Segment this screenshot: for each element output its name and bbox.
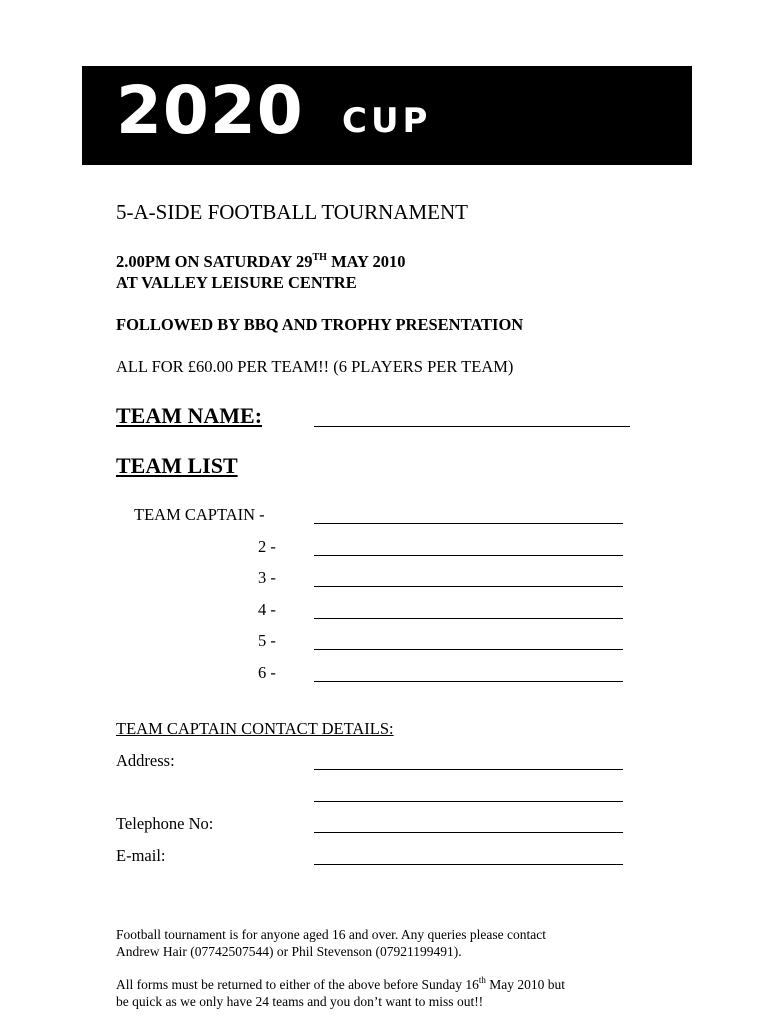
player-2-field[interactable] [314,555,623,556]
player-3-label: 3 - [258,568,276,587]
player-4-field[interactable] [314,618,623,619]
footer-para-2-sup: th [478,975,486,985]
player-3-field[interactable] [314,586,623,587]
team-list-label: TEAM LIST [116,453,238,478]
email-label: E-mail: [116,846,166,865]
captain-field[interactable] [314,523,623,524]
footer-para-1 [116,926,636,960]
event-time-suffix: MAY 2010 [326,252,406,271]
captain-label: TEAM CAPTAIN - [134,505,265,524]
footer-para-2-line-2: be quick as we only have 24 teams and you don’t want to miss out!! [116,994,484,1009]
player-5-label: 5 - [258,631,276,650]
banner-cup: CUP [342,101,432,141]
event-venue: AT VALLEY LEISURE CENTRE [116,273,357,292]
team-name-field[interactable] [314,426,630,427]
event-extras: FOLLOWED BY BBQ AND TROPHY PRESENTATION [116,315,524,334]
telephone-field[interactable] [314,832,623,833]
event-time-prefix: 2.00PM ON SATURDAY 29 [116,252,313,271]
footer-para-1-line-2: Andrew Hair (07742507544) or Phil Stevenson (07921199491). [116,944,462,959]
event-price: ALL FOR £60.00 PER TEAM!! (6 PLAYERS PER TEAM) [116,357,514,376]
player-2-label: 2 - [258,537,276,556]
address-field-2[interactable] [314,801,623,802]
player-6-field[interactable] [314,681,623,682]
address-label: Address: [116,751,175,770]
footer-para-2 [116,976,636,1010]
footer-para-2-prefix: All forms must be returned to either of the above before Sunday 16 [116,977,479,992]
footer-para-2-line-1 [116,976,636,993]
subtitle: 5-A-SIDE FOOTBALL TOURNAMENT [116,200,468,224]
event-time-sup: TH [312,252,327,263]
address-field-1[interactable] [314,769,623,770]
player-5-field[interactable] [314,649,623,650]
title-banner [82,66,692,165]
telephone-label: Telephone No: [116,814,214,833]
contact-heading: TEAM CAPTAIN CONTACT DETAILS: [116,719,394,738]
player-4-label: 4 - [258,600,276,619]
team-name-label: TEAM NAME: [116,403,263,428]
event-time [116,252,405,272]
email-field[interactable] [314,864,623,865]
footer-para-2-suffix: May 2010 but [485,977,566,992]
banner-year: 2020 [116,72,304,149]
player-6-label: 6 - [258,663,276,682]
footer-para-1-line-1: Football tournament is for anyone aged 16 and over. Any queries please contact [116,927,547,942]
